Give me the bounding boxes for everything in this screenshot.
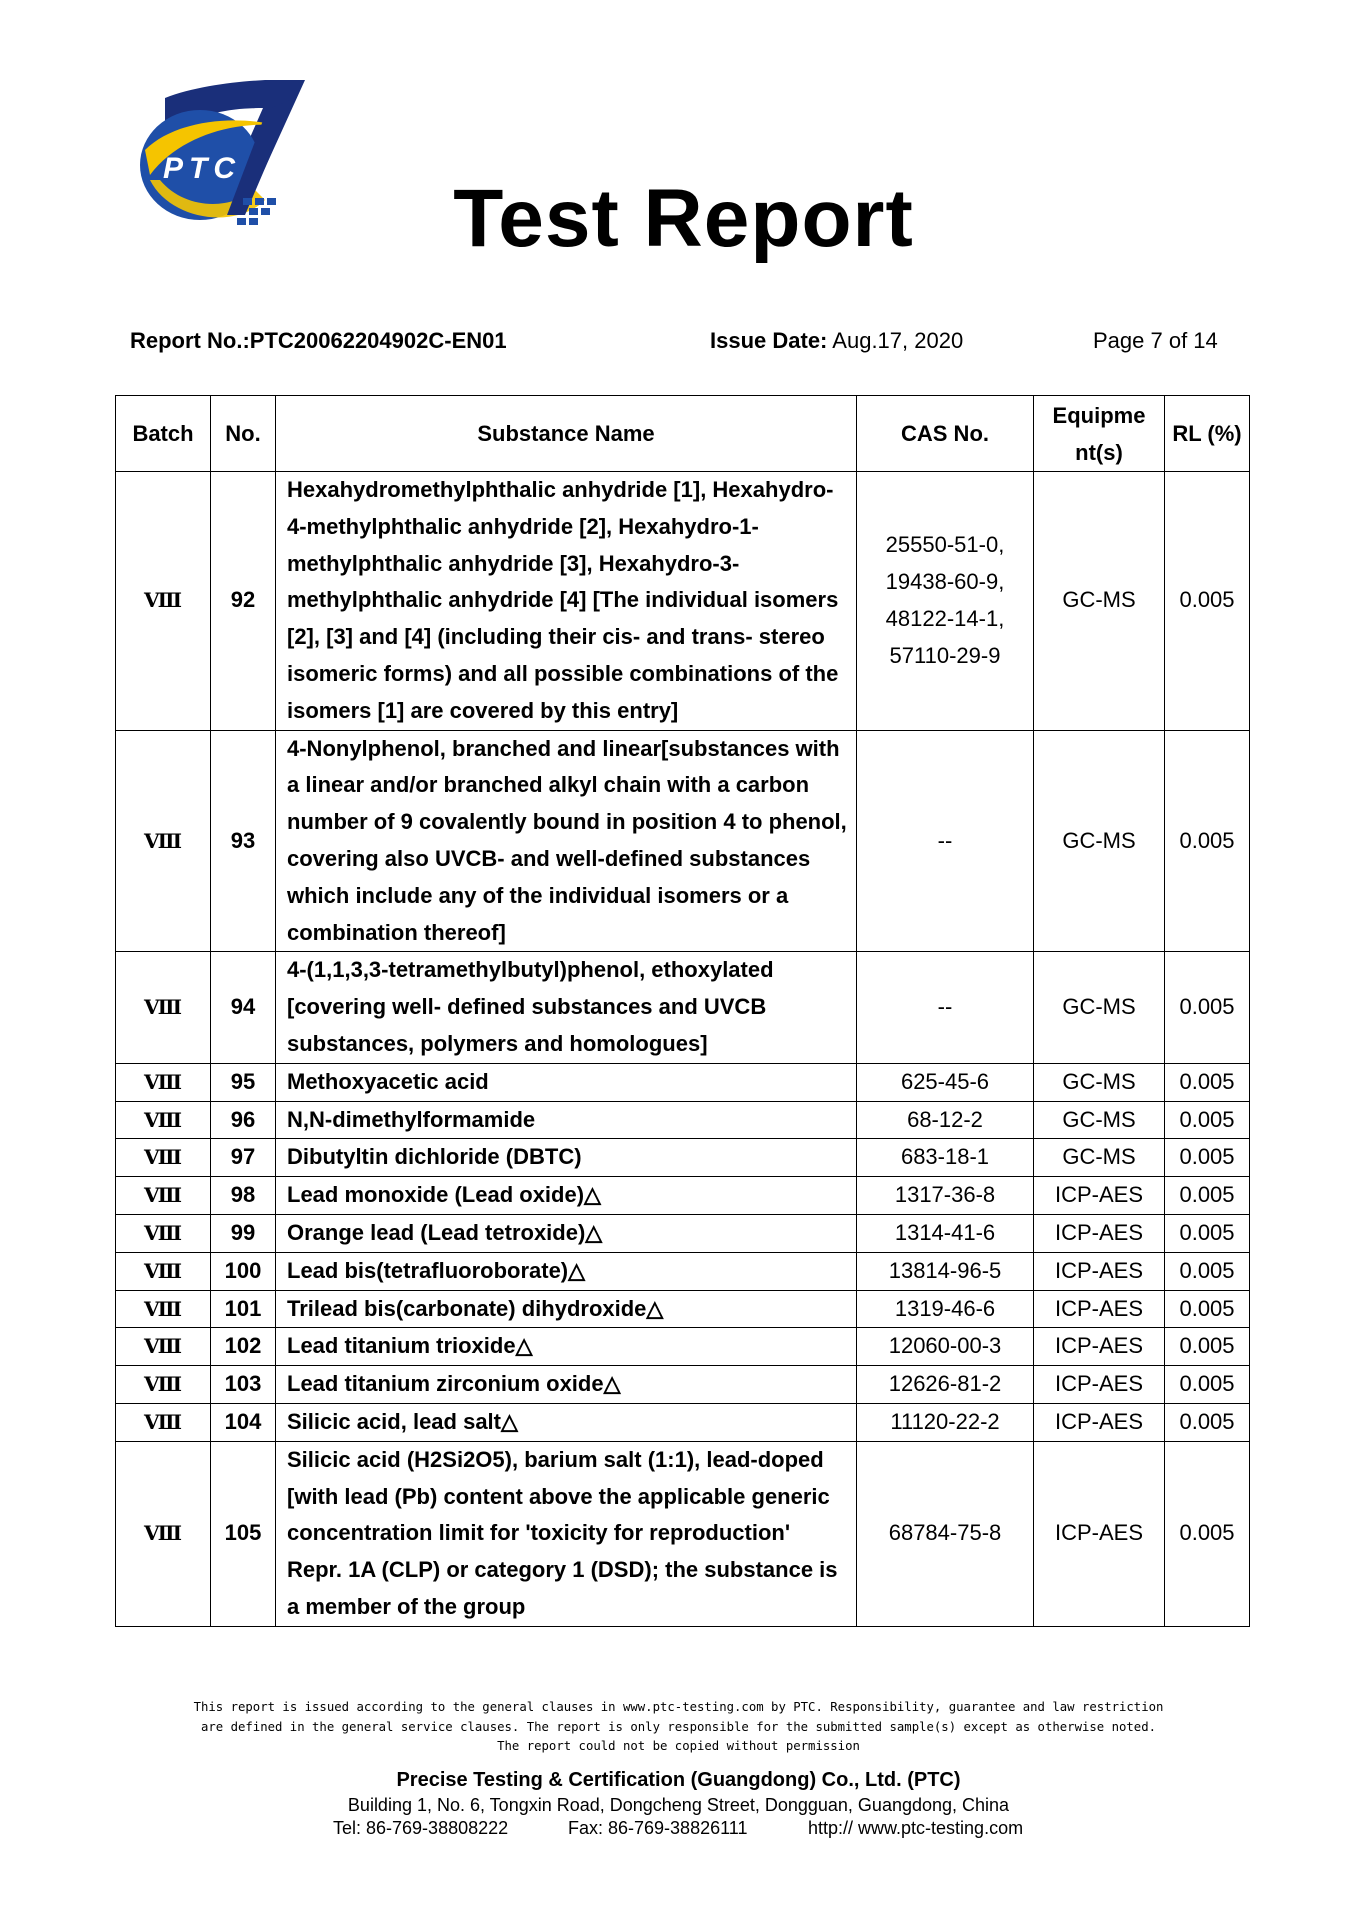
page-title: Test Report <box>453 173 914 264</box>
disclaimer <box>0 1698 1357 1757</box>
cell-batch: Ⅷ <box>116 1441 211 1626</box>
cell-no: 93 <box>211 730 276 952</box>
company-name: Precise Testing & Certification (Guangdong) Co., Ltd. (PTC) <box>396 1769 961 1791</box>
col-no: No. <box>211 396 276 472</box>
cell-cas: 1317-36-8 <box>857 1177 1034 1215</box>
cell-cas: 12626-81-2 <box>857 1366 1034 1404</box>
cell-no: 100 <box>211 1252 276 1290</box>
cell-no: 92 <box>211 472 276 731</box>
cell-rl: 0.005 <box>1165 1139 1250 1177</box>
cell-rl: 0.005 <box>1165 952 1250 1063</box>
cell-name: 4-(1,1,3,3-tetramethylbutyl)phenol, ethoxylated [covering well- defined substances and UVCB substances, polymers and homologues] <box>276 952 857 1063</box>
table-row <box>116 1328 1250 1366</box>
cell-rl: 0.005 <box>1165 1403 1250 1441</box>
disclaimer-line-1: This report is issued according to the general clauses in www.ptc-testing.com by PTC. Responsibility, guarantee and law restriction <box>193 1700 1164 1714</box>
cell-name: N,N-dimethylformamide <box>276 1101 857 1139</box>
cell-name: Lead monoxide (Lead oxide)△ <box>276 1177 857 1215</box>
cell-no: 99 <box>211 1214 276 1252</box>
cell-no: 104 <box>211 1403 276 1441</box>
col-equipment: Equipme nt(s) <box>1034 396 1165 472</box>
table-row <box>116 472 1250 731</box>
cell-cas: 25550-51-0, 19438-60-9, 48122-14-1, 57110-29-9 <box>857 472 1034 731</box>
cell-equip: ICP-AES <box>1034 1328 1165 1366</box>
cell-no: 105 <box>211 1441 276 1626</box>
cell-equip: GC-MS <box>1034 472 1165 731</box>
cell-equip: ICP-AES <box>1034 1214 1165 1252</box>
table-row <box>116 1139 1250 1177</box>
cell-name: Trilead bis(carbonate) dihydroxide△ <box>276 1290 857 1328</box>
cell-batch: Ⅷ <box>116 1366 211 1404</box>
cell-cas: 683-18-1 <box>857 1139 1034 1177</box>
page-number: Page 7 of 14 <box>1093 328 1218 353</box>
cell-rl: 0.005 <box>1165 1328 1250 1366</box>
table-row <box>116 952 1250 1063</box>
cell-rl: 0.005 <box>1165 1101 1250 1139</box>
cell-batch: Ⅷ <box>116 472 211 731</box>
cell-name: 4-Nonylphenol, branched and linear[substances with a linear and/or branched alkyl chain with a carbon number of 9 covalently bound in position 4 to phenol, covering also UVCB- and well-defined substances which include any of the individual isomers or a combination thereof] <box>276 730 857 952</box>
cell-cas: 625-45-6 <box>857 1063 1034 1101</box>
cell-rl: 0.005 <box>1165 1290 1250 1328</box>
cell-equip: ICP-AES <box>1034 1403 1165 1441</box>
col-batch: Batch <box>116 396 211 472</box>
cell-name: Silicic acid, lead salt△ <box>276 1403 857 1441</box>
cell-cas: -- <box>857 952 1034 1063</box>
col-substance-name: Substance Name <box>276 396 857 472</box>
cell-equip: ICP-AES <box>1034 1290 1165 1328</box>
col-rl: RL (%) <box>1165 396 1250 472</box>
cell-cas: 1314-41-6 <box>857 1214 1034 1252</box>
cell-rl: 0.005 <box>1165 1177 1250 1215</box>
cell-name: Silicic acid (H2Si2O5), barium salt (1:1), lead-doped [with lead (Pb) content above the applicable generic concentration limit for 'toxicity for reproduction' Repr. 1A (CLP) or category 1 (DSD); the substance is a member of the group <box>276 1441 857 1626</box>
cell-batch: Ⅷ <box>116 1214 211 1252</box>
table-row <box>116 1366 1250 1404</box>
disclaimer-line-3: The report could not be copied without permission <box>497 1739 860 1753</box>
table-row <box>116 730 1250 952</box>
cell-cas: 68-12-2 <box>857 1101 1034 1139</box>
contact-line <box>333 1818 1023 1839</box>
cell-equip: ICP-AES <box>1034 1177 1165 1215</box>
cell-no: 102 <box>211 1328 276 1366</box>
table-row <box>116 1214 1250 1252</box>
cell-name: Lead titanium trioxide△ <box>276 1328 857 1366</box>
issue-date-label: Issue Date: <box>710 328 828 353</box>
table-row <box>116 1441 1250 1626</box>
table-row <box>116 1290 1250 1328</box>
cell-batch: Ⅷ <box>116 730 211 952</box>
fax: Fax: 86-769-38826111 <box>568 1818 748 1838</box>
cell-cas: 11120-22-2 <box>857 1403 1034 1441</box>
cell-batch: Ⅷ <box>116 1177 211 1215</box>
cell-batch: Ⅷ <box>116 1063 211 1101</box>
cell-rl: 0.005 <box>1165 472 1250 731</box>
cell-batch: Ⅷ <box>116 1101 211 1139</box>
table-row <box>116 1063 1250 1101</box>
cell-rl: 0.005 <box>1165 1214 1250 1252</box>
cell-equip: GC-MS <box>1034 952 1165 1063</box>
cell-cas: 1319-46-6 <box>857 1290 1034 1328</box>
cell-no: 101 <box>211 1290 276 1328</box>
cell-equip: ICP-AES <box>1034 1441 1165 1626</box>
cell-equip: GC-MS <box>1034 1139 1165 1177</box>
website: http:// www.ptc-testing.com <box>808 1818 1024 1838</box>
cell-cas: 13814-96-5 <box>857 1252 1034 1290</box>
table-row <box>116 1403 1250 1441</box>
cell-rl: 0.005 <box>1165 1063 1250 1101</box>
cell-name: Methoxyacetic acid <box>276 1063 857 1101</box>
cell-name: Hexahydromethylphthalic anhydride [1], Hexahydro- 4-methylphthalic anhydride [2], Hexahydro-1-methylphthalic anhydride [3], Hexahydro-3-methylphthalic anhydride [4] [The individual isomers [2], [3] and [4] (including their cis- and trans- stereo isomeric forms) and all possible combinations of the isomers [1] are covered by this entry] <box>276 472 857 731</box>
cell-name: Lead titanium zirconium oxide△ <box>276 1366 857 1404</box>
table-row <box>116 1177 1250 1215</box>
cell-name: Lead bis(tetrafluoroborate)△ <box>276 1252 857 1290</box>
logo-text: PTC <box>163 152 241 185</box>
table-header-row <box>116 396 1250 472</box>
issue-date-value: Aug.17, 2020 <box>832 328 964 353</box>
report-number: Report No.:PTC20062204902C-EN01 <box>130 328 507 353</box>
cell-name: Dibutyltin dichloride (DBTC) <box>276 1139 857 1177</box>
cell-no: 94 <box>211 952 276 1063</box>
cell-name: Orange lead (Lead tetroxide)△ <box>276 1214 857 1252</box>
cell-batch: Ⅷ <box>116 1403 211 1441</box>
issue-date <box>710 328 963 354</box>
cell-equip: GC-MS <box>1034 1063 1165 1101</box>
cell-rl: 0.005 <box>1165 730 1250 952</box>
cell-batch: Ⅷ <box>116 1252 211 1290</box>
cell-cas: 68784-75-8 <box>857 1441 1034 1626</box>
cell-rl: 0.005 <box>1165 1366 1250 1404</box>
cell-batch: Ⅷ <box>116 952 211 1063</box>
cell-equip: GC-MS <box>1034 1101 1165 1139</box>
cell-no: 97 <box>211 1139 276 1177</box>
disclaimer-line-2: are defined in the general service clauses. The report is only responsible for the submitted sample(s) except as otherwise noted. <box>200 1719 1157 1734</box>
cell-batch: Ⅷ <box>116 1290 211 1328</box>
cell-cas: -- <box>857 730 1034 952</box>
cell-cas: 12060-00-3 <box>857 1328 1034 1366</box>
cell-no: 95 <box>211 1063 276 1101</box>
cell-batch: Ⅷ <box>116 1139 211 1177</box>
cell-rl: 0.005 <box>1165 1441 1250 1626</box>
table-row <box>116 1252 1250 1290</box>
substance-table <box>115 395 1250 1627</box>
cell-no: 96 <box>211 1101 276 1139</box>
company-address: Building 1, No. 6, Tongxin Road, Dongcheng Street, Dongguan, Guangdong, China <box>347 1795 1010 1815</box>
telephone: Tel: 86-769-38808222 <box>333 1818 509 1838</box>
cell-rl: 0.005 <box>1165 1252 1250 1290</box>
table-row <box>116 1101 1250 1139</box>
cell-equip: ICP-AES <box>1034 1252 1165 1290</box>
cell-equip: GC-MS <box>1034 730 1165 952</box>
cell-equip: ICP-AES <box>1034 1366 1165 1404</box>
cell-no: 98 <box>211 1177 276 1215</box>
cell-batch: Ⅷ <box>116 1328 211 1366</box>
col-cas-no: CAS No. <box>857 396 1034 472</box>
cell-no: 103 <box>211 1366 276 1404</box>
